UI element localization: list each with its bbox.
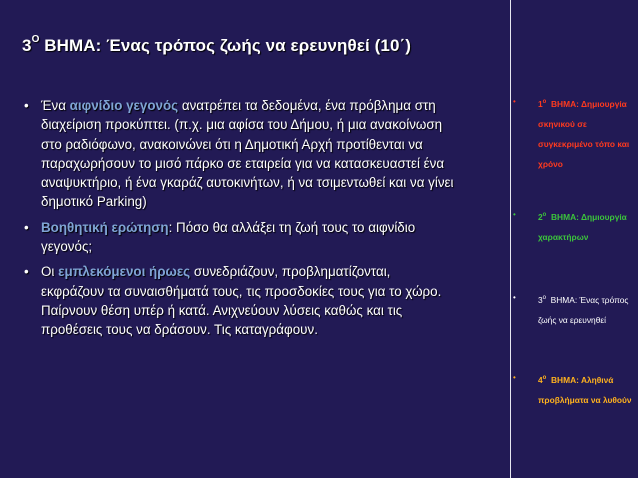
steps-sidebar	[512, 0, 638, 478]
slide-title	[22, 36, 411, 56]
bullet-highlight: αιφνίδιο γεγονός	[69, 98, 179, 113]
bullet-prefix: Ένα	[41, 98, 70, 113]
step-bullet: •	[513, 373, 516, 382]
bullet-item	[24, 96, 454, 212]
step-text: $1^o$ ΒΗΜΑ: Δημιουργία σκηνικού σε συγκεκριμένο τόπο και χρόνο	[538, 98, 630, 169]
title-superscript: Ο	[31, 34, 40, 46]
title-number: 3	[22, 36, 32, 55]
bullet-dot: •	[24, 219, 29, 235]
bullet-highlight: εμπλεκόμενοι ήρωες	[58, 264, 191, 280]
step-text: $4^o$ ΒΗΜΑ: Αληθινά προβλήματα να λυθούν	[538, 374, 632, 405]
title-text: ΒΗΜΑ: Ένας τρόπος ζωής να ερευνηθεί (10΄)	[39, 36, 412, 55]
step-bullet: •	[513, 97, 516, 106]
bullet-item	[24, 262, 454, 339]
bullet-highlight: Βοηθητική ερώτηση	[41, 219, 169, 235]
step-text: $3^o$ ΒΗΜΑ: Ένας τρόπος ζωής να ερευνηθεί	[538, 294, 629, 325]
bullet-text: ανατρέπει τα δεδομένα, ένα πρόβλημα στη διαχείριση προκύπτει. (π.χ. μια αφίσα του Δήμου, ή μια ανακοίνωση στο ραδιόφωνο, ανακοινώνει ότι η Δημοτική Αρχή προτίθενται να παραχωρήσουν το μισό πάρκο σε εταιρεία για να κατασκευαστεί ένα αναψυκτήριο, ή ένα γκαράζ αυτοκινήτων, ή να τσιμεντωθεί και να γίνει δημοτικό Parking)	[41, 98, 454, 210]
bullet-dot: •	[24, 264, 29, 280]
step-bullet: •	[513, 210, 516, 219]
bullet-text: : Πόσο θα αλλάξει τη ζωή τους το αιφνίδιο γεγονός;	[41, 219, 416, 255]
bullet-text: συνεδριάζουν, προβληματίζονται, εκφράζουν τα συναισθήματά τους, τις προσδοκίες τους για το χώρο. Παίρνουν θέση υπέρ ή κατά. Ανιχνεύουν λύσεις καθώς και τις προθέσεις τους να δράσουν. Τις καταγράφουν.	[41, 264, 442, 338]
bullet-prefix: Οι	[41, 264, 59, 280]
bullet-dot: •	[24, 98, 29, 113]
step-bullet: •	[513, 293, 516, 302]
step-text: $2^o$ ΒΗΜΑ: Δημιουργία χαρακτήρων	[538, 211, 627, 242]
bullet-item	[24, 218, 454, 257]
bullet-list	[24, 96, 454, 346]
vertical-divider	[510, 0, 511, 478]
